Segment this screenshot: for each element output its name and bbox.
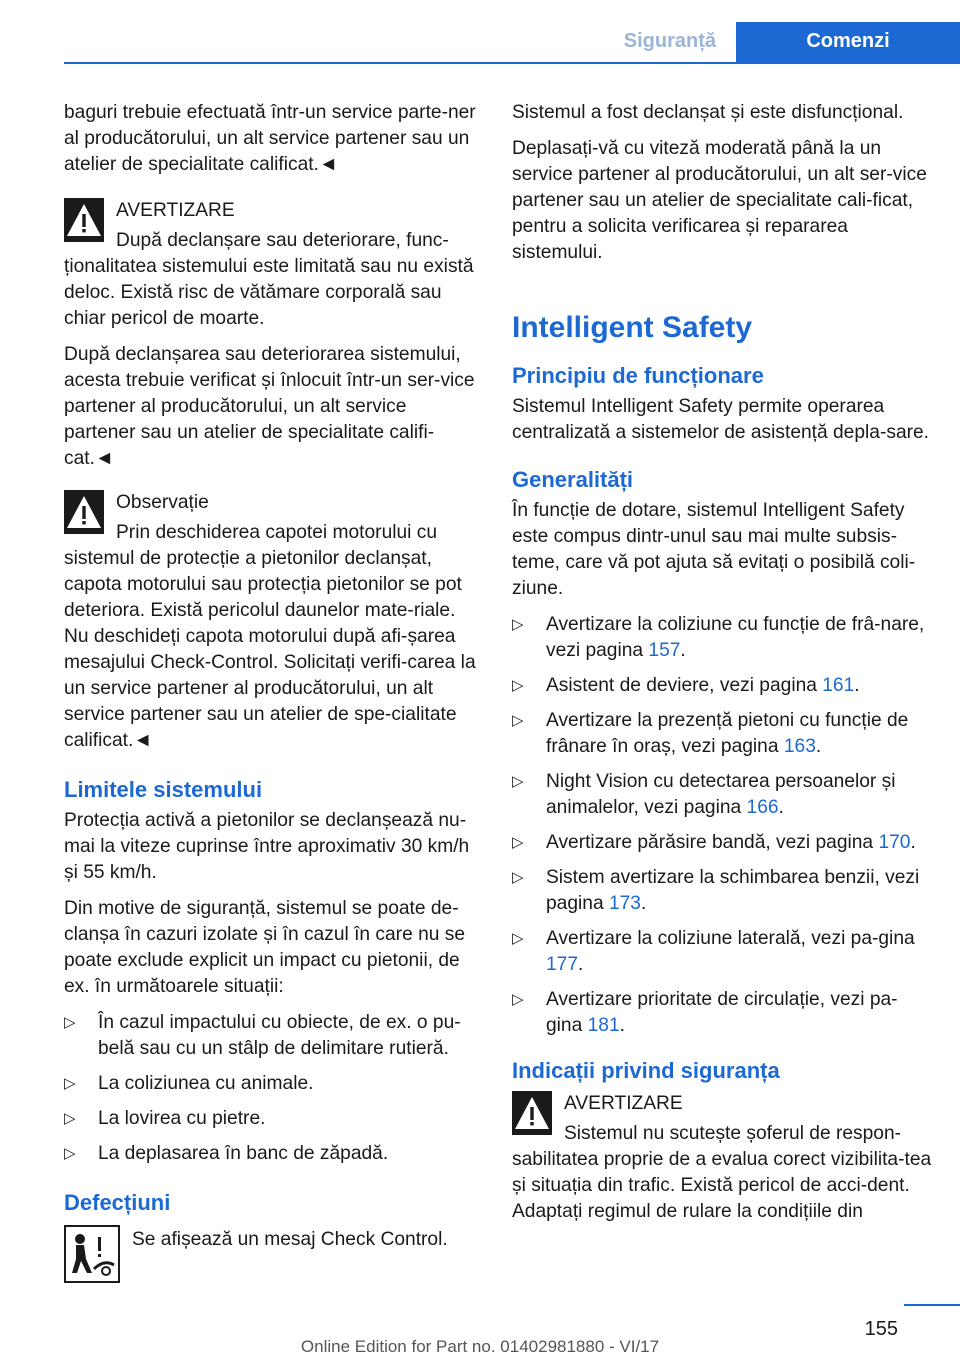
page-link[interactable]: 161 [822,675,855,696]
page-header [604,22,960,62]
heading-defects: Defecțiuni [64,1190,171,1215]
subsystem-list [512,612,932,1039]
bullet-triangle-icon: ▷ [64,1145,76,1162]
list-item: ▷ Avertizare la coliziune laterală, vezi pa-gina 177. [512,928,915,975]
list-item: ▷ Avertizare părăsire bandă, vezi pagina 170. [512,830,932,856]
footer-rule [904,1304,960,1306]
page-link[interactable]: 163 [783,736,816,757]
bullet-triangle-icon: ▷ [512,616,524,633]
heading-principle: Principiu de funcționare [512,363,764,388]
bullet-triangle-icon: ▷ [512,773,524,790]
warning-block [64,196,480,332]
page-link[interactable]: 173 [608,893,641,914]
left-column [64,100,480,1283]
limits-list [64,1010,480,1167]
list-item: ▷ Night Vision cu detectarea persoanelor și animalelor, vezi pagina 166. [512,771,896,818]
bullet-triangle-icon: ▷ [512,712,524,729]
warning-title: AVERTIZARE [564,1093,683,1114]
bullet-triangle-icon: ▷ [512,991,524,1008]
list-item: ▷ La deplasarea în banc de zăpadă. [64,1141,480,1167]
paragraph: Din motive de siguranță, sistemul se poate de-clanșa în cazuri izolate și în cazul în care nu se poate exclude explicit un impact cu pietonii, de ex. în următoarele situații: [64,898,466,997]
heading-safety: Indicații privind siguranța [512,1058,780,1083]
warning-title: AVERTIZARE [116,200,235,221]
page-link[interactable]: 181 [587,1015,620,1036]
list-item: ▷ Avertizare la prezență pietoni cu funcție de frânare în oraș, vezi pagina 163. [512,710,909,757]
page-link[interactable]: 157 [648,640,681,661]
page-link[interactable]: 166 [746,797,779,818]
list-item: ▷ Avertizare prioritate de circulație, vezi pa-gina 181. [512,989,898,1036]
paragraph: Sistemul Intelligent Safety permite operarea centralizată a sistemelor de asistență depla-sare. [512,396,930,443]
warning-body: După declanșare sau deteriorare, func-ționalitatea sistemului este limitată sau nu există deloc. Există risc de vătămare corporală sau chiar pericol de moarte. [64,230,474,329]
bullet-triangle-icon: ▷ [64,1014,76,1031]
note-block [64,488,480,754]
header-rule [64,62,960,64]
section-label: Siguranță [623,30,716,52]
paragraph: Protecția activă a pietonilor se declanșează nu-mai la viteze cuprinse între aproximativ 30 km/h și 55 km/h. [64,810,470,883]
bullet-triangle-icon: ▷ [512,930,524,947]
defects-block [64,1221,480,1253]
note-body: Prin deschiderea capotei motorului cu sistemul de protecție a pietonilor declanșat, capota motorului sau protecția pietonilor se pot deteriora. Există pericolul daunelor mate-riale. Nu deschideți capota motorului după afi-șarea mesajului Check-Control. Solicitați verifi-carea la un service partener al producătorului, un alt service partener sau un atelier de spe-cialitate calificat.◄ [64,522,476,751]
bullet-triangle-icon: ▷ [64,1075,76,1092]
warning-block [512,1089,932,1225]
warning-triangle-icon [512,1091,552,1135]
heading-general: Generalități [512,467,634,492]
pedestrian-protection-icon [64,1225,120,1283]
page-link[interactable]: 177 [546,954,579,975]
page-link[interactable]: 170 [878,832,911,853]
page-number: 155 [864,1318,898,1340]
edition-watermark: Online Edition for Part no. 01402981880 - VI/17 [300,1337,660,1356]
paragraph: După declanșarea sau deteriorarea sistemului, acesta trebuie verificat și înlocuit într-un ser-vice partener al producătorului, un alt service partener sau un atelier de specialitate califi-cat.◄ [64,344,475,469]
section-title: Intelligent Safety [512,311,753,344]
list-item: ▷ Asistent de deviere, vezi pagina 161. [512,673,932,699]
bullet-triangle-icon: ▷ [512,869,524,886]
warning-triangle-icon [64,198,104,242]
bullet-triangle-icon: ▷ [512,677,524,694]
paragraph: Deplasați-vă cu viteză moderată până la un service partener al producătorului, un alt ser-vice partener sau un atelier de specialitate cali-ficat, pentru a solicita verificarea și repararea sistemului. [512,138,927,263]
list-item: ▷ Avertizare la coliziune cu funcție de frâ-nare, vezi pagina 157. [512,614,925,661]
chapter-tab[interactable]: Comenzi [736,22,960,62]
warning-triangle-icon [64,490,104,534]
warning-body: Sistemul nu scutește șoferul de respon-sabilitatea proprie de a evalua corect vizibilita-tea și situația din trafic. Există pericol de acci-dent. Adaptați regimul de rulare la condițiile din [512,1123,932,1222]
list-item: ▷ În cazul impactului cu obiecte, de ex. o pu-belă sau cu un stâlp de delimitare rutieră. [64,1012,461,1059]
list-item: ▷ La coliziunea cu animale. [64,1071,480,1097]
defects-text: Se afișează un mesaj Check Control. [132,1229,448,1250]
heading-limits: Limitele sistemului [64,777,263,802]
list-item: ▷ Sistem avertizare la schimbarea benzii, vezi pagina 173. [512,867,920,914]
paragraph: baguri trebuie efectuată într-un service parte-ner al producătorului, un alt service partener sau un atelier de specialitate calificat.◄ [64,102,476,175]
note-title: Observație [116,492,209,513]
bullet-triangle-icon: ▷ [64,1110,76,1127]
right-column [512,100,932,1235]
bullet-triangle-icon: ▷ [512,834,524,851]
list-item: ▷ La lovirea cu pietre. [64,1106,480,1132]
paragraph: Sistemul a fost declanșat și este disfuncțional. [512,102,904,123]
paragraph: În funcție de dotare, sistemul Intelligent Safety este compus dintr-unul sau mai multe subsis-teme, care vă pot ajuta să evitați o posibilă coli-ziune. [512,500,916,599]
